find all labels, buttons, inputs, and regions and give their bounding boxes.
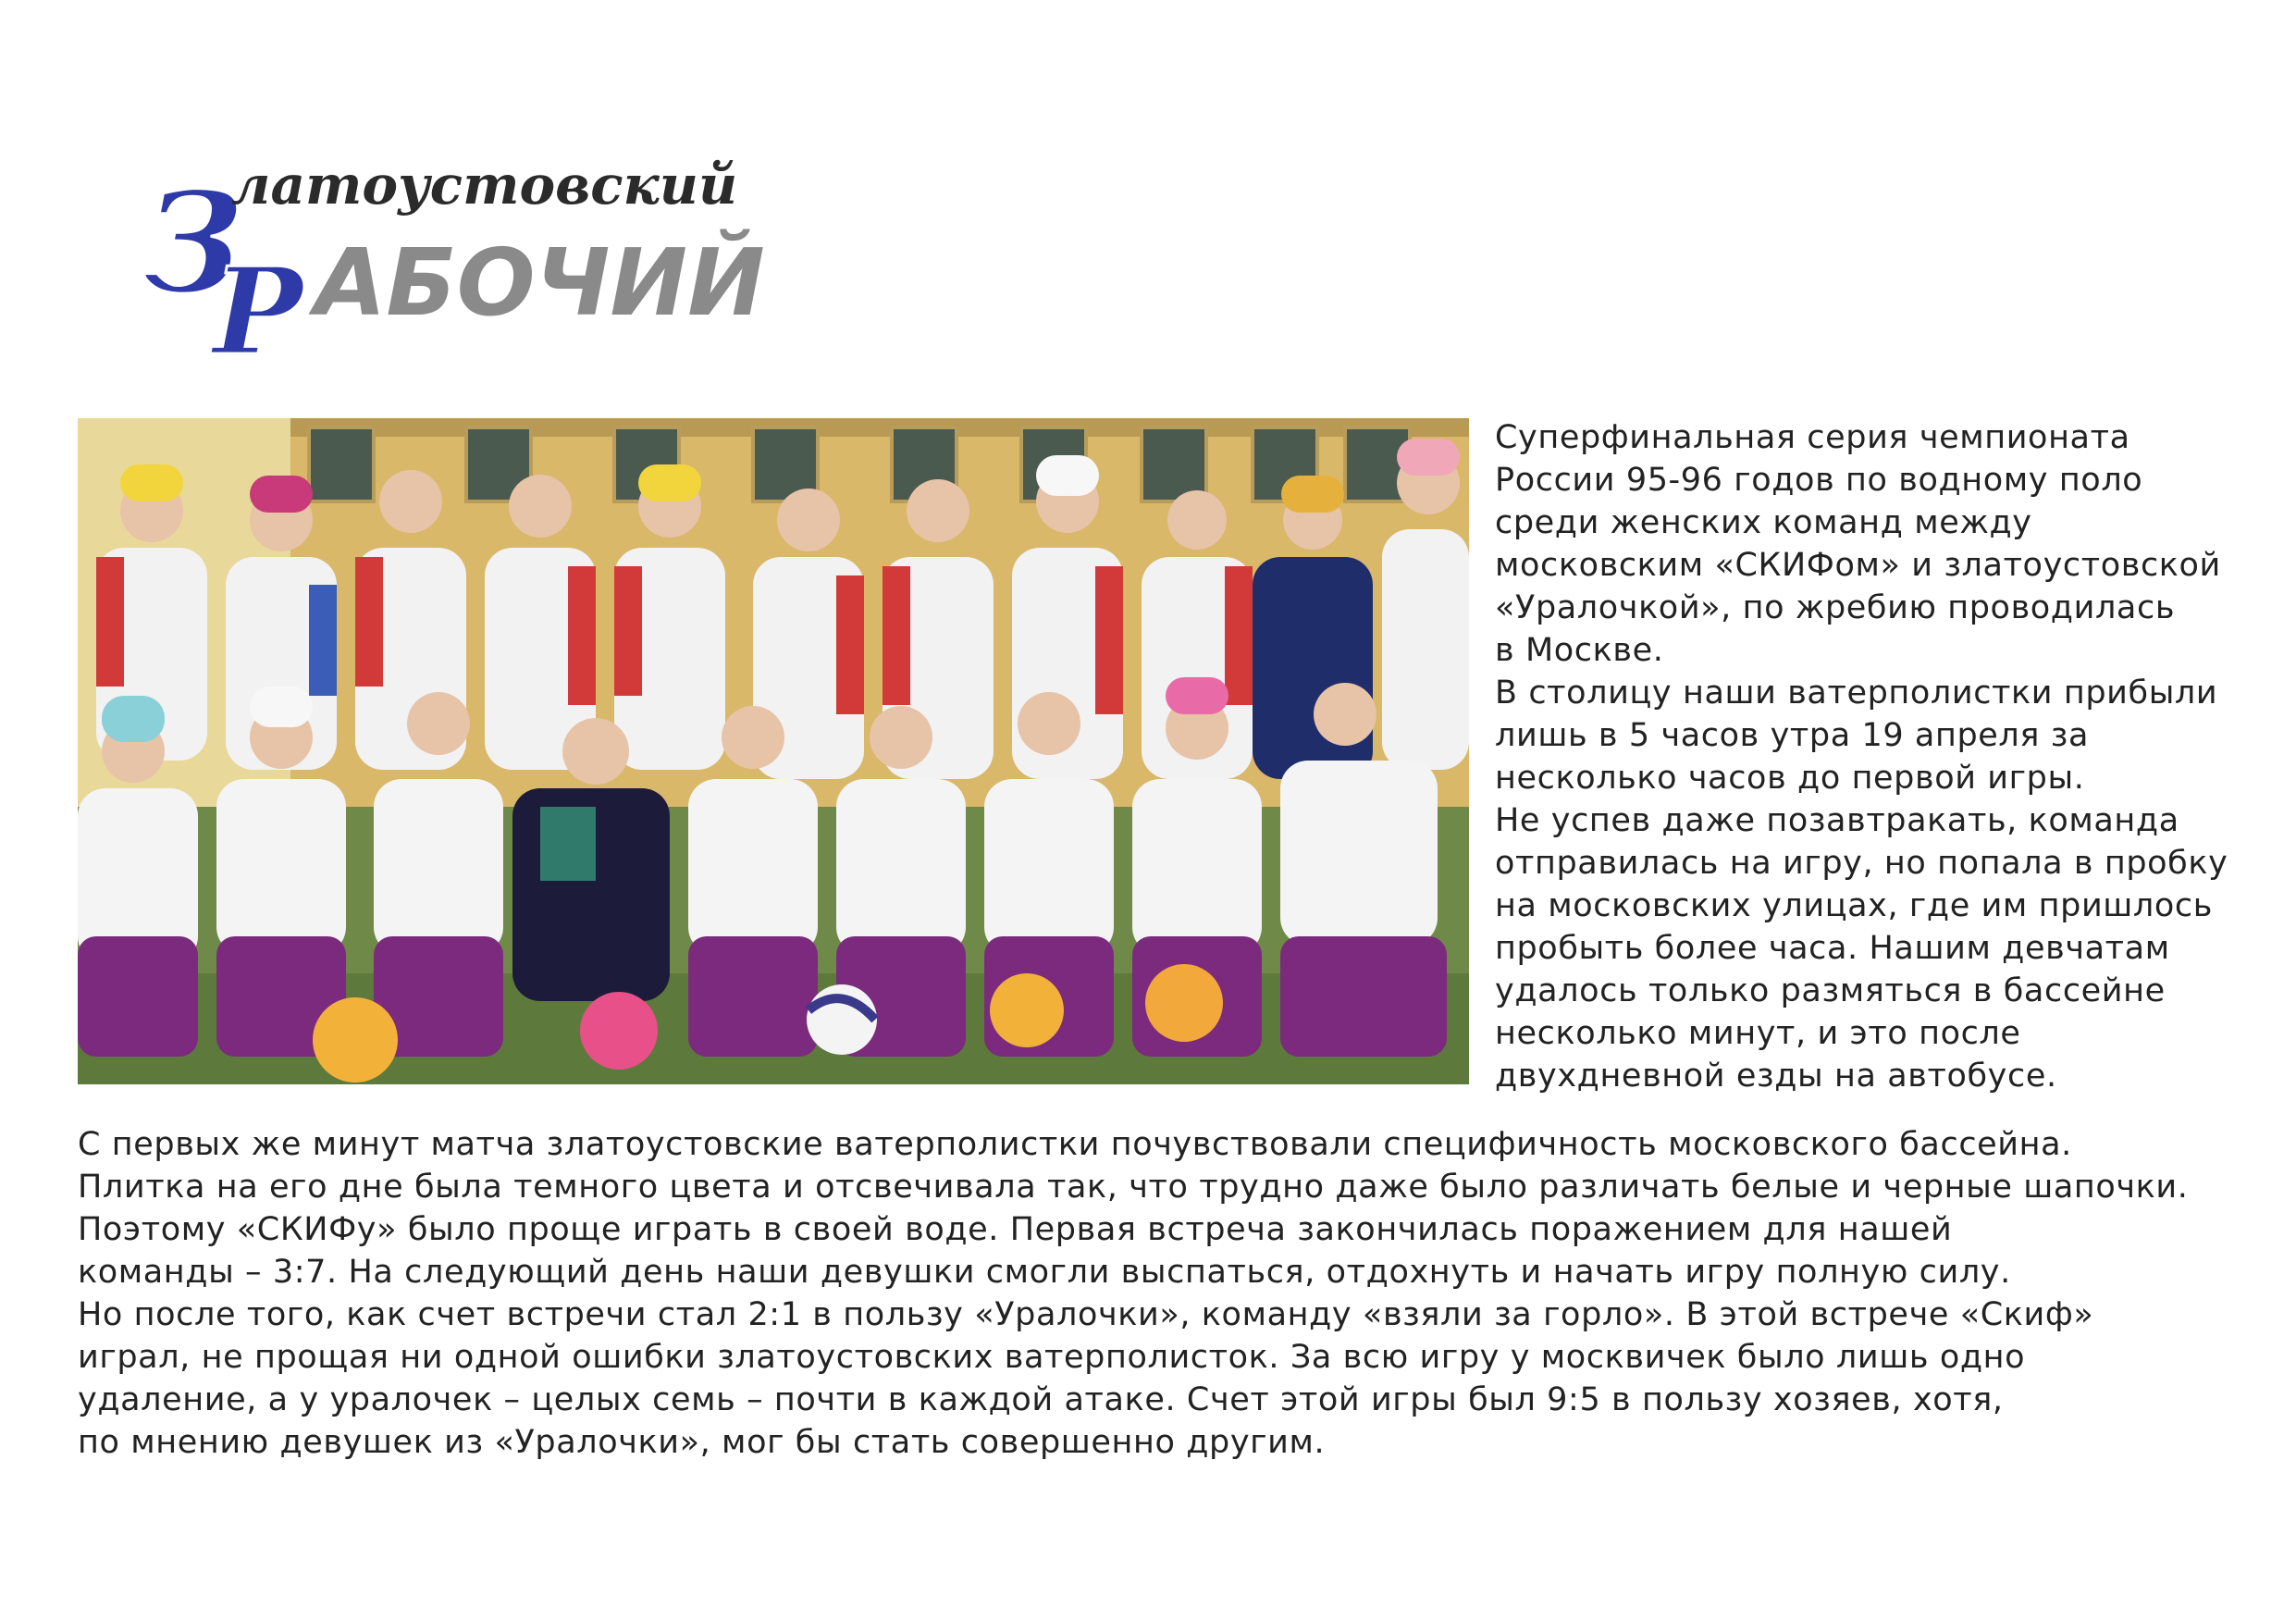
team-photo-icon [78,418,1469,1084]
logo-initial-z: З [143,162,244,325]
text-line: лишь в 5 часов утра 19 апреля за [1495,717,2090,754]
text-line: играл, не прощая ни одной ошибки златоустовских ватерполисток. За всю игру у москвичек было лишь одно [78,1339,2026,1376]
text-line: по мнению девушек из «Уралочки», мог бы стать совершенно другим. [78,1424,1326,1461]
text-line: России 95-96 годов по водному поло [1495,462,2143,499]
article-intro [1495,416,2281,1097]
text-line: двухдневной езды на автобусе. [1495,1058,2057,1095]
text-line: среди женских команд между [1495,504,2032,541]
text-line: С первых же минут матча златоустовские ватерполистки почувствовали специфичность московского бассейна. [78,1126,2072,1163]
logo-line1: латоустовский [231,154,738,217]
text-line: Но после того, как счет встречи стал 2:1 в пользу «Уралочки», команду «взяли за горло». В этой встрече «Скиф» [78,1296,2094,1333]
logo-line2: АБОЧИЙ [315,229,765,337]
text-line: московским «СКИФом» и златоустовской [1495,547,2221,584]
team-photo [78,418,1469,1084]
text-line: Не успев даже позавтракать, команда [1495,802,2179,839]
text-line: отправилась на игру, но попала в пробку [1495,845,2228,882]
text-line: несколько часов до первой игры. [1495,760,2085,797]
text-line: Плитка на его дне была темного цвета и отсвечивала так, что трудно даже было различать белые и черные шапочки. [78,1169,2189,1206]
text-line: В столицу наши ватерполистки прибыли [1495,674,2218,712]
text-line: в Москве. [1495,632,1664,669]
newspaper-logo [130,139,814,361]
text-line: «Уралочкой», по жребию проводилась [1495,589,2176,626]
logo-initial-r: Р [213,241,303,361]
text-line: несколько минут, и это после [1495,1015,2021,1052]
article-body [78,1123,2279,1464]
text-line: Суперфинальная серия чемпионата [1495,419,2130,456]
text-line: Поэтому «СКИФу» было проще играть в своей воде. Первая встреча закончилась поражением для нашей [78,1211,1953,1248]
text-line: удаление, а у уралочек – целых семь – почти в каждой атаке. Счет этой игры был 9:5 в пользу хозяев, хотя, [78,1381,2004,1418]
logo-graphic [130,139,814,361]
text-line: удалось только размяться в бассейне [1495,972,2166,1009]
text-line: на московских улицах, где им пришлось [1495,887,2213,924]
text-line: команды – 3:7. На следующий день наши девушки смогли выспаться, отдохнуть и начать игру полную силу. [78,1254,2011,1291]
text-line: пробыть более часа. Нашим девчатам [1495,930,2170,967]
